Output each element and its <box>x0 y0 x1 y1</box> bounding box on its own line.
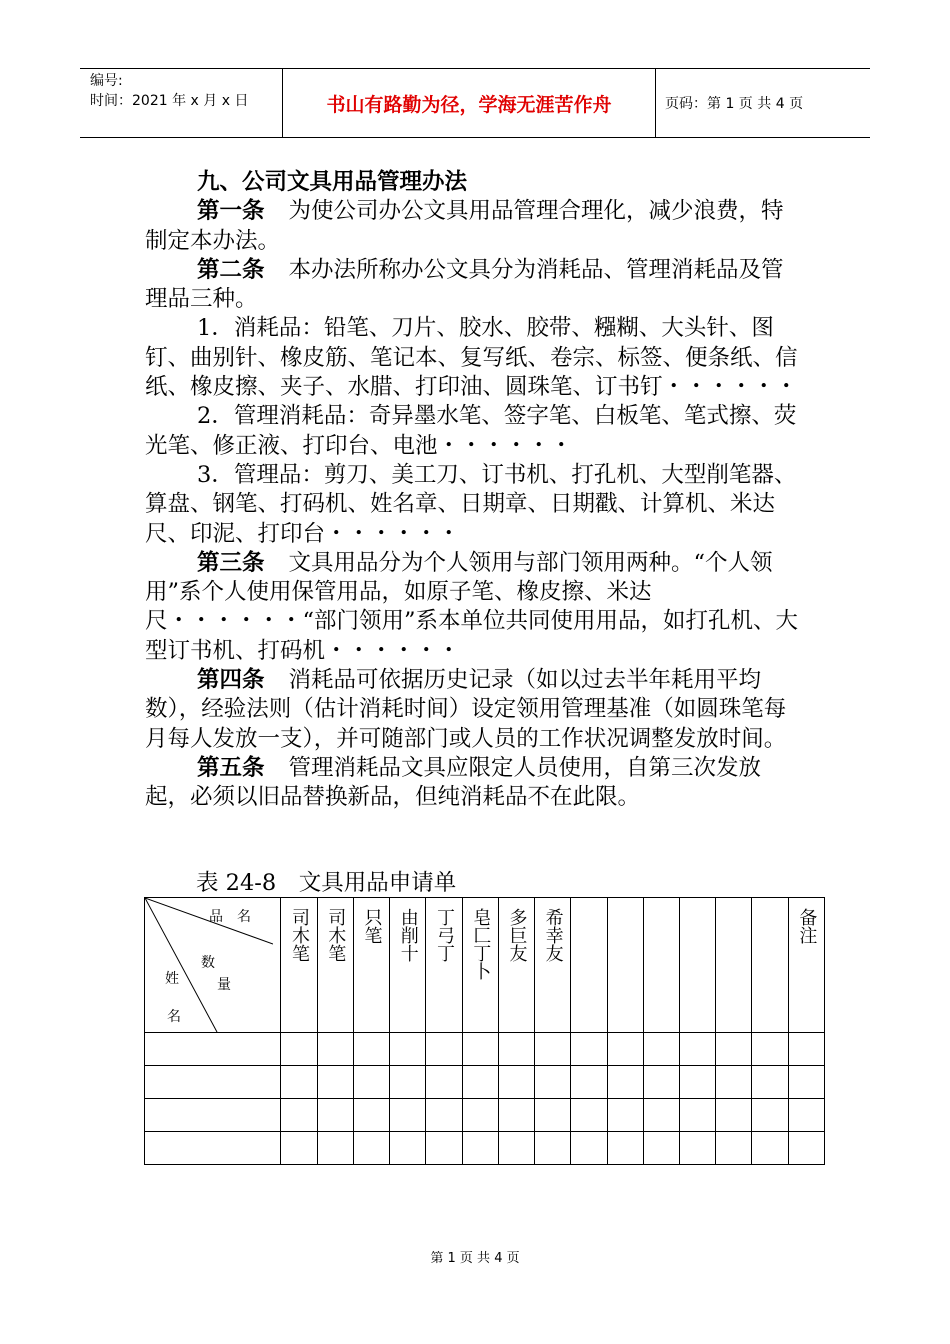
article-4 <box>145 666 805 754</box>
table-cell[interactable] <box>281 1132 317 1165</box>
col-header-8 <box>535 898 571 1033</box>
header-page-label: 页码：第 1 页 共 4 页 <box>665 96 804 112</box>
table-cell[interactable] <box>462 1132 498 1165</box>
article-1 <box>145 197 805 256</box>
table-cell[interactable] <box>317 1066 353 1099</box>
table-cell[interactable] <box>353 1099 389 1132</box>
table-cell[interactable] <box>607 1066 643 1099</box>
doc-number-label: 编号: <box>90 73 123 89</box>
col-header-7 <box>498 898 534 1033</box>
article-3 <box>145 549 805 666</box>
table-cell[interactable] <box>462 1033 498 1066</box>
application-table <box>144 897 825 1165</box>
table-cell[interactable] <box>145 1132 281 1165</box>
col-header-empty <box>716 898 752 1033</box>
table-cell[interactable] <box>145 1066 281 1099</box>
article-2-head: 第二条 <box>197 256 265 283</box>
page-footer: 第 1 页 共 4 页 <box>430 1251 520 1266</box>
article-4-text: 消耗品可依据历史记录（如以过去半年耗用平均数），经验法则（估计消耗时间）设定领用管理基准（如圆珠笔每月每人发放一支），并可随部门或人员的工作状况调整发放时间。 <box>145 667 787 752</box>
table-row <box>145 1066 825 1099</box>
doc-time-label: 时间：2021 年 x 月 x 日 <box>90 93 249 109</box>
table-row <box>145 1033 825 1066</box>
article-3-text: 文具用品分为个人领用与部门领用两种。“个人领用”系个人使用保管用品，如原子笔、橡皮擦、米达尺・・・・・・“部门领用”系本单位共同使用用品，如打孔机、大型订书机、打码机・・・・・・ <box>145 549 799 664</box>
table-cell[interactable] <box>462 1099 498 1132</box>
article-2-text: 本办法所称办公文具分为消耗品、管理消耗品及管理品三种。 <box>145 256 784 313</box>
table-cell[interactable] <box>145 1099 281 1132</box>
col-header-remark-text: 备注 <box>796 908 818 944</box>
table-cell[interactable] <box>607 1033 643 1066</box>
table-cell[interactable] <box>752 1033 788 1066</box>
table-cell[interactable] <box>390 1066 426 1099</box>
table-cell[interactable] <box>752 1066 788 1099</box>
article-1-head: 第一条 <box>197 198 265 225</box>
table-cell[interactable] <box>716 1132 752 1165</box>
table-header-row <box>145 898 825 1033</box>
page-header <box>80 68 870 138</box>
diag-label-qty-2: 量 <box>217 977 231 993</box>
col-header-remark <box>788 898 824 1033</box>
table-cell[interactable] <box>426 1132 462 1165</box>
table-cell[interactable] <box>752 1099 788 1132</box>
table-cell[interactable] <box>752 1132 788 1165</box>
article-3-head: 第三条 <box>197 549 265 576</box>
table-cell[interactable] <box>281 1099 317 1132</box>
table-caption: 表 24-8 文具用品申请单 <box>196 870 457 896</box>
table-cell[interactable] <box>788 1099 824 1132</box>
col-header-empty <box>643 898 679 1033</box>
table-cell[interactable] <box>145 1033 281 1066</box>
table-cell[interactable] <box>643 1033 679 1066</box>
table-cell[interactable] <box>716 1033 752 1066</box>
table-cell[interactable] <box>788 1033 824 1066</box>
col-header-1-text: 司木笔 <box>289 908 311 962</box>
header-motto: 书山有路勤为径，学海无涯苦作舟 <box>283 69 656 137</box>
table-cell[interactable] <box>353 1066 389 1099</box>
table-cell[interactable] <box>571 1066 607 1099</box>
col-header-2-text: 司木笔 <box>325 908 347 962</box>
col-header-2 <box>317 898 353 1033</box>
document-body <box>145 168 805 813</box>
table-cell[interactable] <box>680 1066 716 1099</box>
diagonal-header-cell <box>145 898 281 1033</box>
col-header-1 <box>281 898 317 1033</box>
article-5-head: 第五条 <box>197 754 265 781</box>
col-header-empty <box>571 898 607 1033</box>
table-cell[interactable] <box>571 1132 607 1165</box>
table-cell[interactable] <box>571 1033 607 1066</box>
item-3: 3．管理品：剪刀、美工刀、订书机、打孔机、大型削笔器、算盘、钢笔、打码机、姓名章、日期章、日期戳、计算机、米达尺、印泥、打印台・・・・・・ <box>145 461 797 547</box>
table-cell[interactable] <box>643 1132 679 1165</box>
article-5-text: 管理消耗品文具应限定人员使用，自第三次发放起，必须以旧品替换新品，但纯消耗品不在此限。 <box>145 754 762 811</box>
table-cell[interactable] <box>426 1066 462 1099</box>
table-cell[interactable] <box>317 1099 353 1132</box>
table-cell[interactable] <box>462 1066 498 1099</box>
table-cell[interactable] <box>571 1099 607 1132</box>
article-1-text: 为使公司办公文具用品管理合理化，减少浪费，特制定本办法。 <box>145 198 784 254</box>
item-2: 2．管理消耗品：奇异墨水笔、签字笔、白板笔、笔式擦、荧光笔、修正液、打印台、电池・・・・・・ <box>145 403 797 459</box>
table-cell[interactable] <box>607 1132 643 1165</box>
col-header-3-text: 只笔 <box>361 908 383 944</box>
table-cell[interactable] <box>390 1132 426 1165</box>
diag-label-name-2: 名 <box>167 1009 181 1025</box>
col-header-6 <box>462 898 498 1033</box>
col-header-3 <box>353 898 389 1033</box>
article-2 <box>145 256 805 315</box>
table-cell[interactable] <box>390 1099 426 1132</box>
col-header-5-text: 丁弓丁 <box>433 908 455 962</box>
table-cell[interactable] <box>680 1033 716 1066</box>
article-5 <box>145 754 805 813</box>
table-cell[interactable] <box>498 1099 534 1132</box>
col-header-empty <box>752 898 788 1033</box>
table-cell[interactable] <box>281 1033 317 1066</box>
table-cell[interactable] <box>281 1066 317 1099</box>
table-row <box>145 1132 825 1165</box>
table-cell[interactable] <box>680 1099 716 1132</box>
table-cell[interactable] <box>498 1066 534 1099</box>
col-header-empty <box>680 898 716 1033</box>
col-header-5 <box>426 898 462 1033</box>
col-header-empty <box>607 898 643 1033</box>
table-cell[interactable] <box>426 1099 462 1132</box>
header-meta <box>80 69 283 137</box>
item-1: 1．消耗品：铅笔、刀片、胶水、胶带、糨糊、大头针、图钉、曲别针、橡皮筋、笔记本、复写纸、卷宗、标签、便条纸、信纸、橡皮擦、夹子、水腊、打印油、圆珠笔、订书钉・・・・・・ <box>145 315 798 401</box>
table-row <box>145 1099 825 1132</box>
table-cell[interactable] <box>535 1033 571 1066</box>
table-cell[interactable] <box>353 1033 389 1066</box>
table-cell[interactable] <box>535 1099 571 1132</box>
table-cell[interactable] <box>716 1099 752 1132</box>
table-cell[interactable] <box>788 1066 824 1099</box>
diag-label-name-1: 姓 <box>165 971 179 987</box>
table-cell[interactable] <box>317 1033 353 1066</box>
table-cell[interactable] <box>535 1132 571 1165</box>
article-4-head: 第四条 <box>197 667 265 694</box>
diag-label-qty-1: 数 <box>201 955 215 971</box>
table-cell[interactable] <box>498 1132 534 1165</box>
col-header-4-text: 由削十 <box>397 908 419 962</box>
table-cell[interactable] <box>317 1132 353 1165</box>
table-cell[interactable] <box>353 1132 389 1165</box>
col-header-8-text: 希幸友 <box>542 908 564 962</box>
table-cell[interactable] <box>643 1099 679 1132</box>
col-header-7-text: 多巨友 <box>506 908 528 962</box>
table-cell[interactable] <box>788 1132 824 1165</box>
table-cell[interactable] <box>390 1033 426 1066</box>
table-cell[interactable] <box>643 1066 679 1099</box>
diag-label-item: 品 名 <box>209 909 251 925</box>
col-header-6-text: 皂匚丁卜 <box>470 908 492 980</box>
table-cell[interactable] <box>680 1132 716 1165</box>
table-cell[interactable] <box>426 1033 462 1066</box>
doc-title: 九、公司文具用品管理办法 <box>197 169 468 195</box>
table-cell[interactable] <box>535 1066 571 1099</box>
table-cell[interactable] <box>498 1033 534 1066</box>
col-header-4 <box>390 898 426 1033</box>
table-cell[interactable] <box>607 1099 643 1132</box>
table-cell[interactable] <box>716 1066 752 1099</box>
